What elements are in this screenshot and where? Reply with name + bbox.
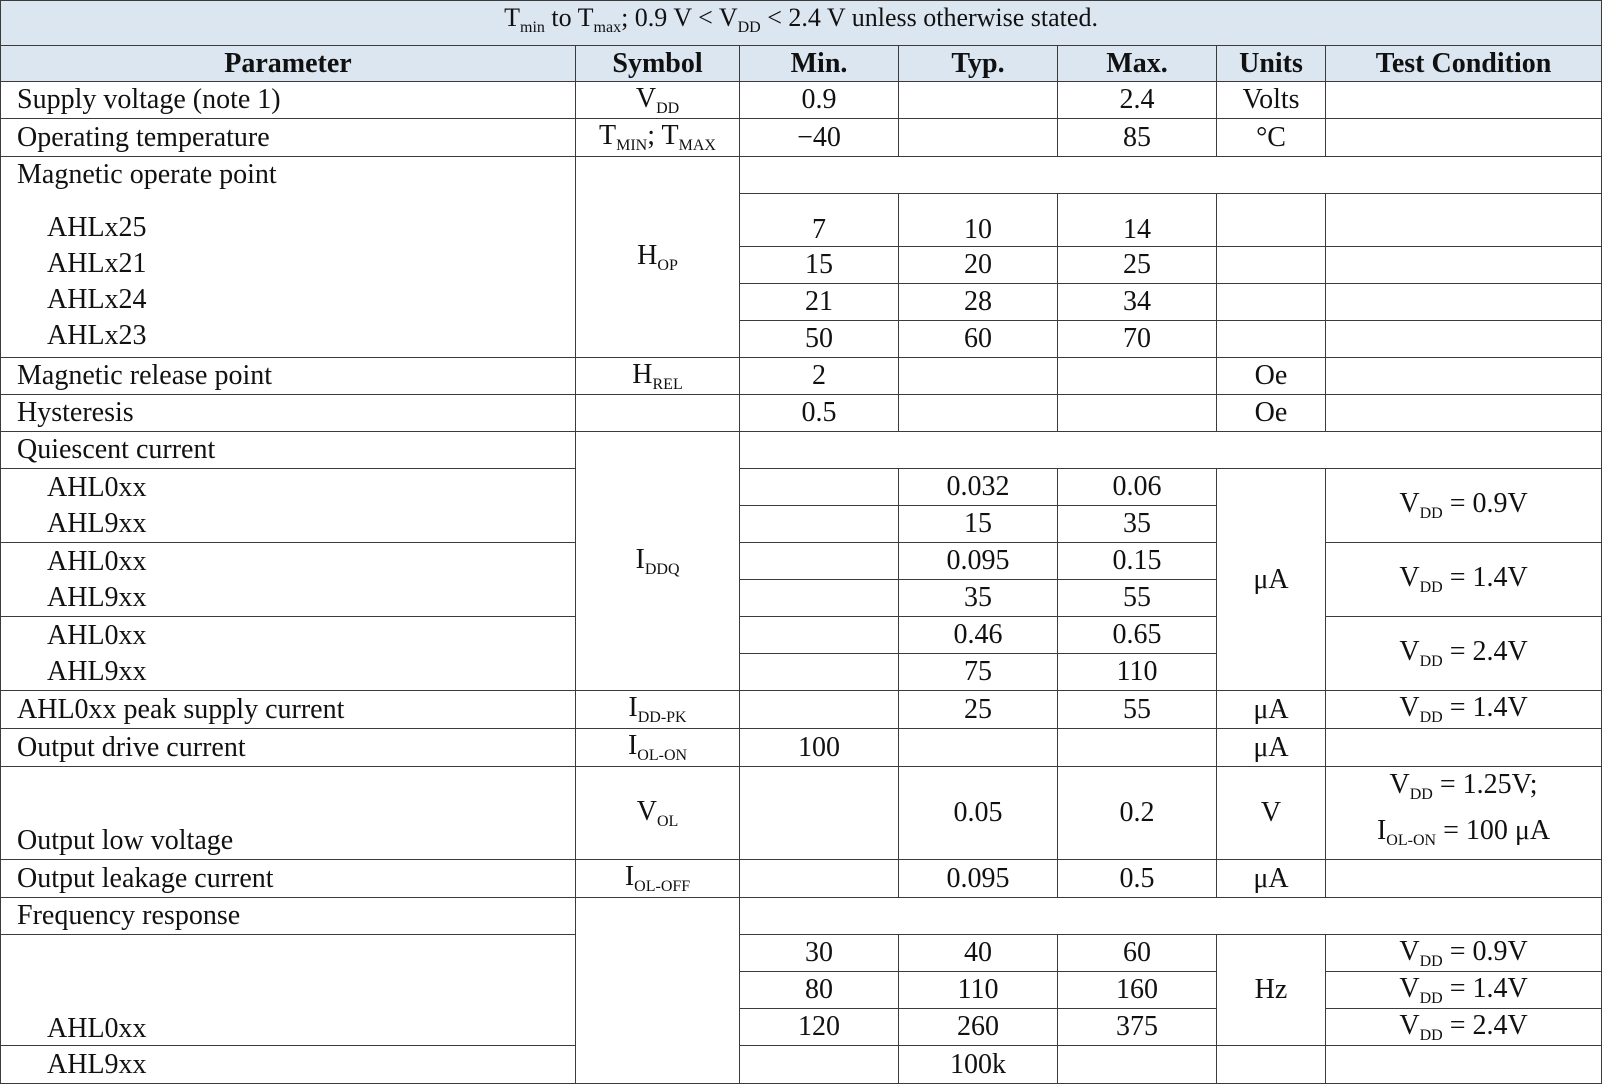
cell-typ: 75 bbox=[899, 654, 1058, 691]
conditions-banner-row bbox=[1, 1, 1602, 46]
cell-max: 160 bbox=[1058, 972, 1217, 1009]
cell-test-condition: $V_{DD} = 1.4V$ bbox=[1326, 543, 1602, 617]
cell-units bbox=[1217, 284, 1326, 321]
list-item: AHL9xx bbox=[47, 581, 147, 613]
cell-units: Hz bbox=[1217, 935, 1326, 1046]
cell-min: 100 bbox=[740, 729, 899, 767]
cell-typ: 25 bbox=[899, 691, 1058, 729]
cell-typ: 0.032 bbox=[899, 469, 1058, 506]
cell-max: 14 bbox=[1058, 194, 1217, 247]
cell-max: 60 bbox=[1058, 935, 1217, 972]
cell-max: 34 bbox=[1058, 284, 1217, 321]
condition-line-1: $V_{DD} = 1.25V$; bbox=[1389, 769, 1538, 803]
header-max: Max. bbox=[1058, 46, 1217, 82]
cell-min bbox=[740, 860, 899, 898]
cell-typ bbox=[899, 395, 1058, 432]
header-test-condition: Test Condition bbox=[1326, 46, 1602, 82]
cell-test-condition: $V_{DD} = 0.9V$ bbox=[1326, 469, 1602, 543]
cell-min: 50 bbox=[740, 321, 899, 358]
list-item: AHL0xx bbox=[47, 545, 147, 577]
cell-min bbox=[740, 506, 899, 543]
cell-min: 7 bbox=[740, 194, 899, 247]
cell-test-condition bbox=[1326, 119, 1602, 157]
table-row-output-low-voltage bbox=[1, 767, 1602, 860]
symbol-iol-on: $I_{OL-ON}$ bbox=[576, 729, 740, 767]
spacer bbox=[17, 193, 575, 210]
cell-typ: 15 bbox=[899, 506, 1058, 543]
param-frequency-response: Frequency response bbox=[1, 898, 576, 935]
param-output-leakage-current: Output leakage current bbox=[1, 860, 576, 898]
param-operating-temperature: Operating temperature bbox=[1, 119, 576, 157]
symbol-tmin-tmax: $T_{MIN}$; $T_{MAX}$ bbox=[576, 119, 740, 157]
cell-units bbox=[1217, 1046, 1326, 1084]
param-freq-ahl9xx: AHL9xx bbox=[1, 1046, 576, 1084]
cell-units: Volts bbox=[1217, 82, 1326, 119]
param-freq-ahl0xx: AHL0xx bbox=[1, 935, 576, 1046]
cell-min bbox=[740, 1046, 899, 1084]
table-row-frequency-response bbox=[1, 898, 1602, 935]
cell-units: μA bbox=[1217, 691, 1326, 729]
table-row-output-drive-current bbox=[1, 729, 1602, 767]
cell-min bbox=[740, 654, 899, 691]
cell-test-condition: $V_{DD} = 0.9V$ bbox=[1326, 935, 1602, 972]
table-row-iddq-1 bbox=[1, 469, 1602, 506]
cell-min: 120 bbox=[740, 1009, 899, 1046]
cell-test-condition: $V_{DD} = 1.4V$ bbox=[1326, 691, 1602, 729]
cell-typ: 100k bbox=[899, 1046, 1058, 1084]
param-output-drive-current: Output drive current bbox=[1, 729, 576, 767]
table-row-peak-supply-current bbox=[1, 691, 1602, 729]
cell-units: μA bbox=[1217, 729, 1326, 767]
cell-units: Oe bbox=[1217, 358, 1326, 395]
cell-units: μA bbox=[1217, 469, 1326, 691]
param-iddq-group-1 bbox=[1, 469, 576, 543]
table-row-output-leakage-current bbox=[1, 860, 1602, 898]
cell-max bbox=[1058, 729, 1217, 767]
cell-max: 35 bbox=[1058, 506, 1217, 543]
cell-max: 0.2 bbox=[1058, 767, 1217, 860]
cell-min bbox=[740, 580, 899, 617]
cell-min: 0.5 bbox=[740, 395, 899, 432]
cell-typ: 35 bbox=[899, 580, 1058, 617]
table-row-hysteresis bbox=[1, 395, 1602, 432]
cell-max: 85 bbox=[1058, 119, 1217, 157]
param-hysteresis: Hysteresis bbox=[1, 395, 576, 432]
cell-test-condition bbox=[1326, 82, 1602, 119]
cell-typ: 0.05 bbox=[899, 767, 1058, 860]
cell-test-condition bbox=[1326, 284, 1602, 321]
cell-test-condition bbox=[1326, 767, 1602, 860]
table-row-magnetic-operate-point bbox=[1, 157, 1602, 194]
list-item: AHLx23 bbox=[47, 320, 147, 351]
cell-min: 21 bbox=[740, 284, 899, 321]
cell-max: 0.65 bbox=[1058, 617, 1217, 654]
symbol-vdd: $V_{DD}$ bbox=[576, 82, 740, 119]
table-row-magnetic-release-point bbox=[1, 358, 1602, 395]
cell-blank bbox=[740, 157, 1602, 194]
symbol-hrel: $H_{REL}$ bbox=[576, 358, 740, 395]
symbol-vol: $V_{OL}$ bbox=[576, 767, 740, 860]
cell-typ bbox=[899, 119, 1058, 157]
list-item: AHLx21 bbox=[47, 248, 147, 279]
table-row-freq-1 bbox=[1, 935, 1602, 972]
cell-units bbox=[1217, 194, 1326, 247]
cell-min: 30 bbox=[740, 935, 899, 972]
cell-typ bbox=[899, 729, 1058, 767]
param-supply-voltage: Supply voltage (note 1) bbox=[1, 82, 576, 119]
cell-test-condition bbox=[1326, 395, 1602, 432]
cell-max: 0.15 bbox=[1058, 543, 1217, 580]
symbol-blank bbox=[576, 898, 740, 1084]
cell-max: 55 bbox=[1058, 580, 1217, 617]
param-quiescent-current: Quiescent current bbox=[1, 432, 576, 469]
cell-max: 0.5 bbox=[1058, 860, 1217, 898]
cell-max: 2.4 bbox=[1058, 82, 1217, 119]
cell-test-condition bbox=[1326, 1046, 1602, 1084]
header-min: Min. bbox=[740, 46, 899, 82]
header-symbol: Symbol bbox=[576, 46, 740, 82]
table-row-freq-ahl9xx bbox=[1, 1046, 1602, 1084]
cell-typ: 110 bbox=[899, 972, 1058, 1009]
cell-typ: 0.095 bbox=[899, 543, 1058, 580]
param-output-low-voltage: Output low voltage bbox=[1, 767, 576, 860]
cell-min: −40 bbox=[740, 119, 899, 157]
cell-typ: 60 bbox=[899, 321, 1058, 358]
header-row bbox=[1, 46, 1602, 82]
cell-units: V bbox=[1217, 767, 1326, 860]
cell-typ: 0.095 bbox=[899, 860, 1058, 898]
symbol-iol-off: $I_{OL-OFF}$ bbox=[576, 860, 740, 898]
cell-test-condition bbox=[1326, 247, 1602, 284]
cell-test-condition bbox=[1326, 321, 1602, 358]
cell-test-condition: $V_{DD} = 2.4V$ bbox=[1326, 1009, 1602, 1046]
cell-min bbox=[740, 543, 899, 580]
cell-test-condition bbox=[1326, 860, 1602, 898]
cell-max bbox=[1058, 358, 1217, 395]
cell-typ bbox=[899, 358, 1058, 395]
cell-typ: 40 bbox=[899, 935, 1058, 972]
list-item: AHLx24 bbox=[47, 284, 147, 315]
cell-min bbox=[740, 767, 899, 860]
table-row-iddq-5 bbox=[1, 617, 1602, 654]
table-row-iddq-3 bbox=[1, 543, 1602, 580]
cell-test-condition bbox=[1326, 194, 1602, 247]
cell-test-condition bbox=[1326, 729, 1602, 767]
symbol-hop: $H_{OP}$ bbox=[576, 157, 740, 358]
list-item: AHL9xx bbox=[47, 655, 147, 687]
cell-blank bbox=[740, 898, 1602, 935]
param-magnetic-release-point: Magnetic release point bbox=[1, 358, 576, 395]
header-parameter: Parameter bbox=[1, 46, 576, 82]
cell-min: 2 bbox=[740, 358, 899, 395]
cell-units bbox=[1217, 321, 1326, 358]
cell-typ bbox=[899, 82, 1058, 119]
cell-typ: 260 bbox=[899, 1009, 1058, 1046]
header-typ: Typ. bbox=[899, 46, 1058, 82]
cell-typ: 0.46 bbox=[899, 617, 1058, 654]
cell-units: μA bbox=[1217, 860, 1326, 898]
header-units: Units bbox=[1217, 46, 1326, 82]
cell-min: 0.9 bbox=[740, 82, 899, 119]
cell-typ: 28 bbox=[899, 284, 1058, 321]
cell-max: 25 bbox=[1058, 247, 1217, 284]
table-row-supply-voltage bbox=[1, 82, 1602, 119]
table-row-quiescent-current bbox=[1, 432, 1602, 469]
cell-max: 0.06 bbox=[1058, 469, 1217, 506]
symbol-iddq: $I_{DDQ}$ bbox=[576, 432, 740, 691]
symbol-blank bbox=[576, 395, 740, 432]
cell-units bbox=[1217, 247, 1326, 284]
param-iddq-group-3 bbox=[1, 617, 576, 691]
cell-max: 70 bbox=[1058, 321, 1217, 358]
list-item: AHLx25 bbox=[47, 212, 147, 243]
cell-min: 15 bbox=[740, 247, 899, 284]
cell-min bbox=[740, 691, 899, 729]
cell-test-condition: $V_{DD} = 2.4V$ bbox=[1326, 617, 1602, 691]
cell-max bbox=[1058, 1046, 1217, 1084]
list-item: AHL0xx bbox=[47, 619, 147, 651]
cell-max: 375 bbox=[1058, 1009, 1217, 1046]
cell-units: °C bbox=[1217, 119, 1326, 157]
cell-units: Oe bbox=[1217, 395, 1326, 432]
list-item: AHL0xx bbox=[47, 471, 147, 503]
condition-line-2: $I_{OL-ON} = 100$ μA bbox=[1376, 815, 1551, 849]
param-peak-supply-current: AHL0xx peak supply current bbox=[1, 691, 576, 729]
cell-max: 55 bbox=[1058, 691, 1217, 729]
list-item: AHL9xx bbox=[47, 507, 147, 539]
cell-typ: 10 bbox=[899, 194, 1058, 247]
cell-max: 110 bbox=[1058, 654, 1217, 691]
cell-min: 80 bbox=[740, 972, 899, 1009]
param-iddq-group-2 bbox=[1, 543, 576, 617]
cell-max bbox=[1058, 395, 1217, 432]
cell-test-condition: $V_{DD} = 1.4V$ bbox=[1326, 972, 1602, 1009]
conditions-banner: $T_{min}$ to $T_{max}$; 0.9 $V < V_{DD} < 2.4$ V unless otherwise stated. bbox=[1, 1, 1602, 46]
cell-blank bbox=[740, 432, 1602, 469]
cell-typ: 20 bbox=[899, 247, 1058, 284]
symbol-idd-pk: $I_{DD-PK}$ bbox=[576, 691, 740, 729]
table-row-operating-temperature bbox=[1, 119, 1602, 157]
cell-min bbox=[740, 469, 899, 506]
param-magnetic-operate-point: Magnetic operate point AHLx25 AHLx21 AHLx24 AHLx23 bbox=[1, 157, 576, 358]
cell-min bbox=[740, 617, 899, 654]
cell-test-condition bbox=[1326, 358, 1602, 395]
